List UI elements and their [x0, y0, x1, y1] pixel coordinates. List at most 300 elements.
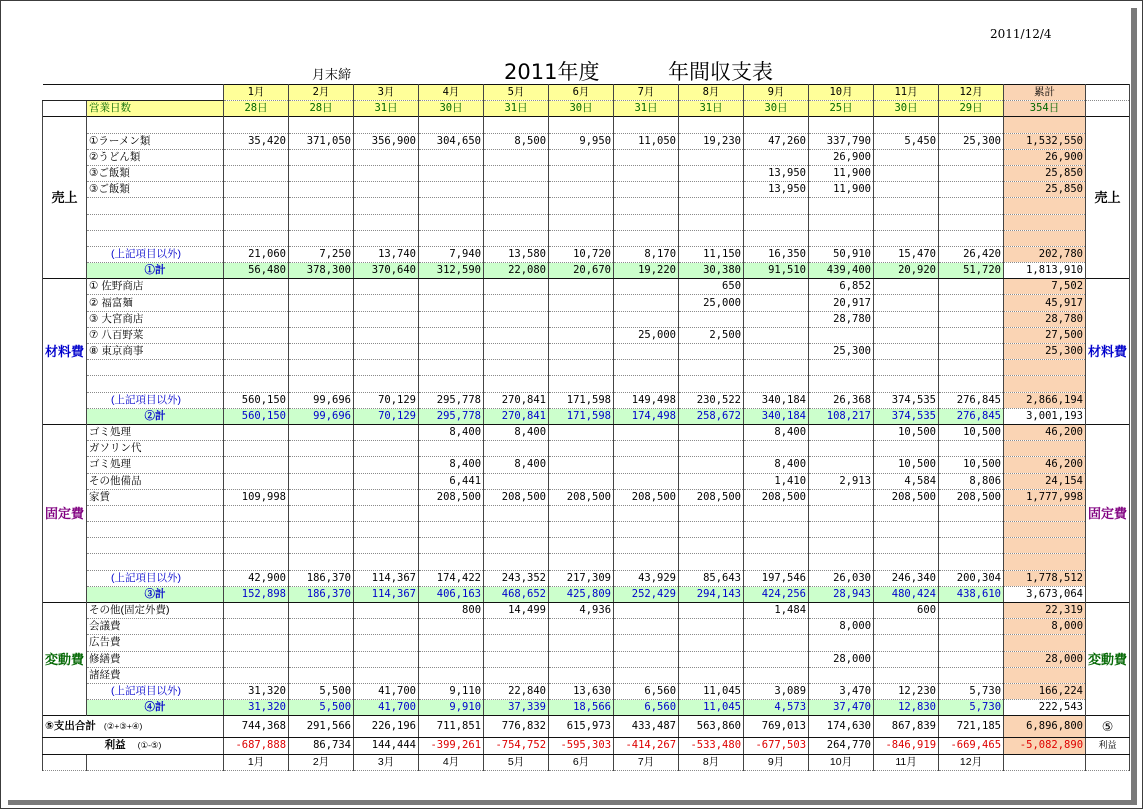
amount-cell: 15,470 — [874, 246, 939, 262]
item-label: ゴミ処理 — [87, 457, 224, 473]
amount-cell — [289, 603, 354, 619]
other-items-label: (上記項目以外) — [87, 392, 224, 408]
amount-cell — [809, 424, 874, 440]
item-label — [87, 360, 224, 376]
amount-cell: 5,450 — [874, 133, 939, 149]
item-label: 家賃 — [87, 489, 224, 505]
amount-cell — [289, 295, 354, 311]
item-label: ③ 大宮商店 — [87, 311, 224, 327]
amount-cell — [289, 360, 354, 376]
amount-cell — [549, 441, 614, 457]
amount-cell: 26,030 — [809, 570, 874, 586]
subtotal-label: ①計 — [87, 263, 224, 279]
amount-cell: 270,841 — [484, 392, 549, 408]
blank-cell — [43, 101, 87, 117]
subtotal-cell: 30,380 — [679, 263, 744, 279]
row-total — [1004, 376, 1086, 392]
amount-cell — [354, 279, 419, 295]
amount-cell — [679, 505, 744, 521]
amount-cell — [679, 182, 744, 198]
blank-cell — [874, 117, 939, 133]
item-label: 諸経費 — [87, 667, 224, 683]
amount-cell: 304,650 — [419, 133, 484, 149]
expense-total-label — [43, 716, 224, 738]
amount-cell — [874, 441, 939, 457]
amount-cell — [874, 295, 939, 311]
table-row — [43, 344, 1130, 360]
subtotal-label: ③計 — [87, 586, 224, 602]
amount-cell — [354, 489, 419, 505]
amount-cell — [419, 522, 484, 538]
amount-cell — [224, 165, 289, 181]
amount-cell: 8,806 — [939, 473, 1004, 489]
table-row — [43, 149, 1130, 165]
amount-cell — [224, 651, 289, 667]
amount-cell — [419, 214, 484, 230]
expense-grand-total: 6,896,800 — [1004, 716, 1086, 738]
amount-cell — [289, 473, 354, 489]
amount-cell: 208,500 — [614, 489, 679, 505]
amount-cell — [549, 505, 614, 521]
amount-cell — [224, 311, 289, 327]
table-row — [43, 327, 1130, 343]
amount-cell — [419, 295, 484, 311]
amount-cell — [419, 505, 484, 521]
amount-cell — [354, 424, 419, 440]
subtotal-cell: 186,370 — [289, 586, 354, 602]
amount-cell: 337,790 — [809, 133, 874, 149]
table-row — [43, 311, 1130, 327]
amount-cell — [614, 165, 679, 181]
amount-cell — [679, 538, 744, 554]
business-days-cell: 30日 — [744, 101, 809, 117]
amount-cell — [874, 360, 939, 376]
amount-cell — [354, 311, 419, 327]
page-shadow — [1131, 8, 1137, 804]
amount-cell — [484, 344, 549, 360]
amount-cell — [484, 667, 549, 683]
profit-formula: (①-⑤) — [137, 740, 162, 751]
table-row — [43, 198, 1130, 214]
amount-cell — [224, 441, 289, 457]
amount-cell — [874, 311, 939, 327]
amount-cell — [419, 182, 484, 198]
amount-cell — [874, 538, 939, 554]
amount-cell — [484, 230, 549, 246]
month-header: 5月 — [484, 85, 549, 101]
amount-cell: 13,630 — [549, 683, 614, 699]
table-row — [43, 754, 1130, 770]
blank-cell — [809, 117, 874, 133]
amount-cell: 10,500 — [874, 457, 939, 473]
amount-cell: 5,730 — [939, 683, 1004, 699]
amount-cell: 11,900 — [809, 182, 874, 198]
amount-cell — [614, 279, 679, 295]
amount-cell: 10,500 — [939, 424, 1004, 440]
amount-cell — [939, 505, 1004, 521]
amount-cell — [679, 376, 744, 392]
table-row — [43, 295, 1130, 311]
amount-cell: 12,230 — [874, 683, 939, 699]
amount-cell — [809, 457, 874, 473]
month-header: 1月 — [224, 85, 289, 101]
amount-cell — [614, 214, 679, 230]
amount-cell — [484, 182, 549, 198]
row-total — [1004, 538, 1086, 554]
section-label: 固定費 — [43, 424, 87, 602]
item-label: その他備品 — [87, 473, 224, 489]
amount-cell — [614, 376, 679, 392]
amount-cell — [224, 457, 289, 473]
expense-cell: 615,973 — [549, 716, 614, 738]
table-row — [43, 505, 1130, 521]
table-row — [43, 716, 1130, 738]
amount-cell: 13,950 — [744, 182, 809, 198]
amount-cell: 371,050 — [289, 133, 354, 149]
amount-cell — [354, 667, 419, 683]
amount-cell — [549, 230, 614, 246]
table-row — [43, 376, 1130, 392]
amount-cell — [939, 165, 1004, 181]
blank-cell — [1004, 754, 1086, 770]
table-row — [43, 683, 1130, 699]
amount-cell — [549, 165, 614, 181]
amount-cell — [874, 619, 939, 635]
footer-month: 6月 — [549, 754, 614, 770]
amount-cell — [549, 360, 614, 376]
amount-cell: 109,998 — [224, 489, 289, 505]
amount-cell — [224, 635, 289, 651]
expense-cell: 433,487 — [614, 716, 679, 738]
section-label: 変動費 — [43, 603, 87, 716]
amount-cell: 10,500 — [939, 457, 1004, 473]
business-days-cell: 30日 — [874, 101, 939, 117]
subtotal-total: 1,813,910 — [1004, 263, 1086, 279]
amount-cell — [354, 230, 419, 246]
item-label: その他(固定外費) — [87, 603, 224, 619]
blank-cell — [484, 117, 549, 133]
subtotal-cell: 378,300 — [289, 263, 354, 279]
footer-month: 11月 — [874, 754, 939, 770]
amount-cell — [614, 505, 679, 521]
subtotal-cell: 28,943 — [809, 586, 874, 602]
subtotal-cell: 56,480 — [224, 263, 289, 279]
amount-cell — [809, 230, 874, 246]
amount-cell — [354, 505, 419, 521]
amount-cell — [419, 554, 484, 570]
row-total: 25,850 — [1004, 165, 1086, 181]
blank-cell — [744, 117, 809, 133]
amount-cell — [549, 149, 614, 165]
table-row — [43, 738, 1130, 754]
amount-cell — [549, 473, 614, 489]
footer-month: 7月 — [614, 754, 679, 770]
amount-cell — [484, 149, 549, 165]
amount-cell — [289, 311, 354, 327]
table-row — [43, 101, 1130, 117]
table-row — [43, 667, 1130, 683]
amount-cell — [939, 214, 1004, 230]
amount-cell — [874, 149, 939, 165]
amount-cell — [744, 279, 809, 295]
amount-cell: 31,320 — [224, 683, 289, 699]
amount-cell — [549, 522, 614, 538]
amount-cell — [679, 424, 744, 440]
item-label: ②うどん類 — [87, 149, 224, 165]
amount-cell — [939, 198, 1004, 214]
amount-cell — [224, 149, 289, 165]
subtotal-cell: 438,610 — [939, 586, 1004, 602]
amount-cell — [549, 214, 614, 230]
amount-cell — [939, 360, 1004, 376]
amount-cell — [614, 603, 679, 619]
amount-cell — [679, 651, 744, 667]
item-label: ①ラーメン類 — [87, 133, 224, 149]
amount-cell: 8,000 — [809, 619, 874, 635]
amount-cell — [744, 538, 809, 554]
amount-cell — [939, 554, 1004, 570]
blank-cell — [1004, 117, 1086, 133]
item-label: ③ご飯類 — [87, 165, 224, 181]
amount-cell — [289, 538, 354, 554]
amount-cell: 374,535 — [874, 392, 939, 408]
amount-cell: 16,350 — [744, 246, 809, 262]
expense-cell: 291,566 — [289, 716, 354, 738]
amount-cell: 19,230 — [679, 133, 744, 149]
amount-cell — [549, 457, 614, 473]
amount-cell — [289, 327, 354, 343]
amount-cell: 11,045 — [679, 683, 744, 699]
amount-cell — [614, 424, 679, 440]
business-days-cell: 31日 — [354, 101, 419, 117]
amount-cell — [549, 311, 614, 327]
table-row — [43, 522, 1130, 538]
subtotal-total: 3,001,193 — [1004, 408, 1086, 424]
table-row — [43, 182, 1130, 198]
footer-month: 10月 — [809, 754, 874, 770]
expense-cell: 769,013 — [744, 716, 809, 738]
footer-month: 1月 — [224, 754, 289, 770]
amount-cell — [289, 619, 354, 635]
amount-cell — [874, 165, 939, 181]
item-label: ③ご飯類 — [87, 182, 224, 198]
row-total — [1004, 198, 1086, 214]
amount-cell — [419, 149, 484, 165]
amount-cell — [484, 214, 549, 230]
subtotal-cell: 114,367 — [354, 586, 419, 602]
amount-cell: 50,910 — [809, 246, 874, 262]
amount-cell: 25,000 — [679, 295, 744, 311]
amount-cell — [549, 424, 614, 440]
table-row — [43, 538, 1130, 554]
month-header: 10月 — [809, 85, 874, 101]
amount-cell — [484, 327, 549, 343]
amount-cell — [354, 360, 419, 376]
table-row — [43, 424, 1130, 440]
closing-label: 月末締 — [312, 68, 352, 83]
amount-cell — [289, 505, 354, 521]
subtotal-cell: 11,045 — [679, 700, 744, 716]
amount-cell — [939, 522, 1004, 538]
amount-cell — [679, 441, 744, 457]
subtotal-cell: 41,700 — [354, 700, 419, 716]
amount-cell — [874, 230, 939, 246]
row-total: 28,000 — [1004, 651, 1086, 667]
blank-cell — [43, 754, 87, 770]
amount-cell — [289, 214, 354, 230]
amount-cell: 99,696 — [289, 392, 354, 408]
amount-cell — [939, 619, 1004, 635]
blank-cell — [614, 117, 679, 133]
amount-cell — [744, 295, 809, 311]
amount-cell — [354, 165, 419, 181]
amount-cell: 26,368 — [809, 392, 874, 408]
amount-cell — [354, 198, 419, 214]
amount-cell — [289, 457, 354, 473]
footer-month: 2月 — [289, 754, 354, 770]
amount-cell — [549, 295, 614, 311]
table-row — [43, 651, 1130, 667]
amount-cell — [939, 230, 1004, 246]
amount-cell — [809, 505, 874, 521]
expense-cell: 721,185 — [939, 716, 1004, 738]
amount-cell — [289, 424, 354, 440]
amount-cell — [419, 279, 484, 295]
month-header: 2月 — [289, 85, 354, 101]
amount-cell: 208,500 — [939, 489, 1004, 505]
expense-cell: 563,860 — [679, 716, 744, 738]
row-total: 1,778,512 — [1004, 570, 1086, 586]
amount-cell — [484, 538, 549, 554]
amount-cell — [809, 538, 874, 554]
amount-cell: 11,050 — [614, 133, 679, 149]
amount-cell: 1,410 — [744, 473, 809, 489]
profit-title: 利益 — [104, 739, 126, 752]
amount-cell — [614, 344, 679, 360]
amount-cell — [549, 619, 614, 635]
item-label: ① 佐野商店 — [87, 279, 224, 295]
amount-cell — [354, 457, 419, 473]
subtotal-cell: 295,778 — [419, 408, 484, 424]
table-row — [43, 473, 1130, 489]
amount-cell — [549, 327, 614, 343]
amount-cell — [224, 424, 289, 440]
business-days-cell: 31日 — [484, 101, 549, 117]
subtotal-cell: 152,898 — [224, 586, 289, 602]
table-row — [43, 246, 1130, 262]
table-row — [43, 133, 1130, 149]
amount-cell: 70,129 — [354, 392, 419, 408]
row-total — [1004, 360, 1086, 376]
amount-cell: 4,584 — [874, 473, 939, 489]
amount-cell: 85,643 — [679, 570, 744, 586]
amount-cell: 246,340 — [874, 570, 939, 586]
footer-month: 8月 — [679, 754, 744, 770]
amount-cell — [874, 214, 939, 230]
amount-cell — [614, 230, 679, 246]
amount-cell: 208,500 — [484, 489, 549, 505]
amount-cell — [614, 538, 679, 554]
amount-cell — [614, 457, 679, 473]
item-label — [87, 554, 224, 570]
amount-cell — [224, 603, 289, 619]
amount-cell — [354, 327, 419, 343]
table-row — [43, 635, 1130, 651]
amount-cell — [419, 198, 484, 214]
table-row — [43, 489, 1130, 505]
expense-cell: 867,839 — [874, 716, 939, 738]
amount-cell — [874, 651, 939, 667]
amount-cell — [679, 360, 744, 376]
amount-cell: 25,000 — [614, 327, 679, 343]
amount-cell: 340,184 — [744, 392, 809, 408]
amount-cell — [809, 441, 874, 457]
amount-cell — [354, 376, 419, 392]
amount-cell: 28,780 — [809, 311, 874, 327]
profit-grand-total: -5,082,890 — [1004, 738, 1086, 754]
month-header: 6月 — [549, 85, 614, 101]
subtotal-cell: 99,696 — [289, 408, 354, 424]
amount-cell — [549, 279, 614, 295]
amount-cell — [744, 376, 809, 392]
amount-cell — [679, 473, 744, 489]
item-label — [87, 522, 224, 538]
amount-cell: 8,400 — [484, 424, 549, 440]
amount-cell: 6,852 — [809, 279, 874, 295]
item-label — [87, 230, 224, 246]
table-row — [43, 360, 1130, 376]
amount-cell — [809, 554, 874, 570]
amount-cell: 10,720 — [549, 246, 614, 262]
amount-cell: 3,470 — [809, 683, 874, 699]
amount-cell — [419, 651, 484, 667]
subtotal-cell: 270,841 — [484, 408, 549, 424]
amount-cell — [289, 230, 354, 246]
amount-cell: 171,598 — [549, 392, 614, 408]
amount-cell: 356,900 — [354, 133, 419, 149]
amount-cell — [744, 311, 809, 327]
section-label: 売上 — [1086, 117, 1130, 279]
amount-cell — [939, 651, 1004, 667]
amount-cell: 13,950 — [744, 165, 809, 181]
amount-cell: 8,400 — [419, 457, 484, 473]
amount-cell — [874, 667, 939, 683]
amount-cell — [484, 198, 549, 214]
row-total — [1004, 214, 1086, 230]
amount-cell — [224, 279, 289, 295]
amount-cell — [224, 376, 289, 392]
table-row — [43, 85, 1130, 101]
subtotal-cell: 9,910 — [419, 700, 484, 716]
amount-cell — [224, 554, 289, 570]
other-items-label: (上記項目以外) — [87, 570, 224, 586]
profit-cell: -595,303 — [549, 738, 614, 754]
amount-cell: 217,309 — [549, 570, 614, 586]
subtotal-cell: 31,320 — [224, 700, 289, 716]
amount-cell — [744, 441, 809, 457]
amount-cell — [484, 651, 549, 667]
amount-cell: 243,352 — [484, 570, 549, 586]
amount-cell — [224, 619, 289, 635]
amount-cell: 200,304 — [939, 570, 1004, 586]
section-label: 材料費 — [43, 279, 87, 425]
amount-cell — [484, 505, 549, 521]
amount-cell — [549, 344, 614, 360]
amount-cell: 25,300 — [809, 344, 874, 360]
amount-cell — [874, 327, 939, 343]
amount-cell — [289, 149, 354, 165]
amount-cell — [289, 376, 354, 392]
